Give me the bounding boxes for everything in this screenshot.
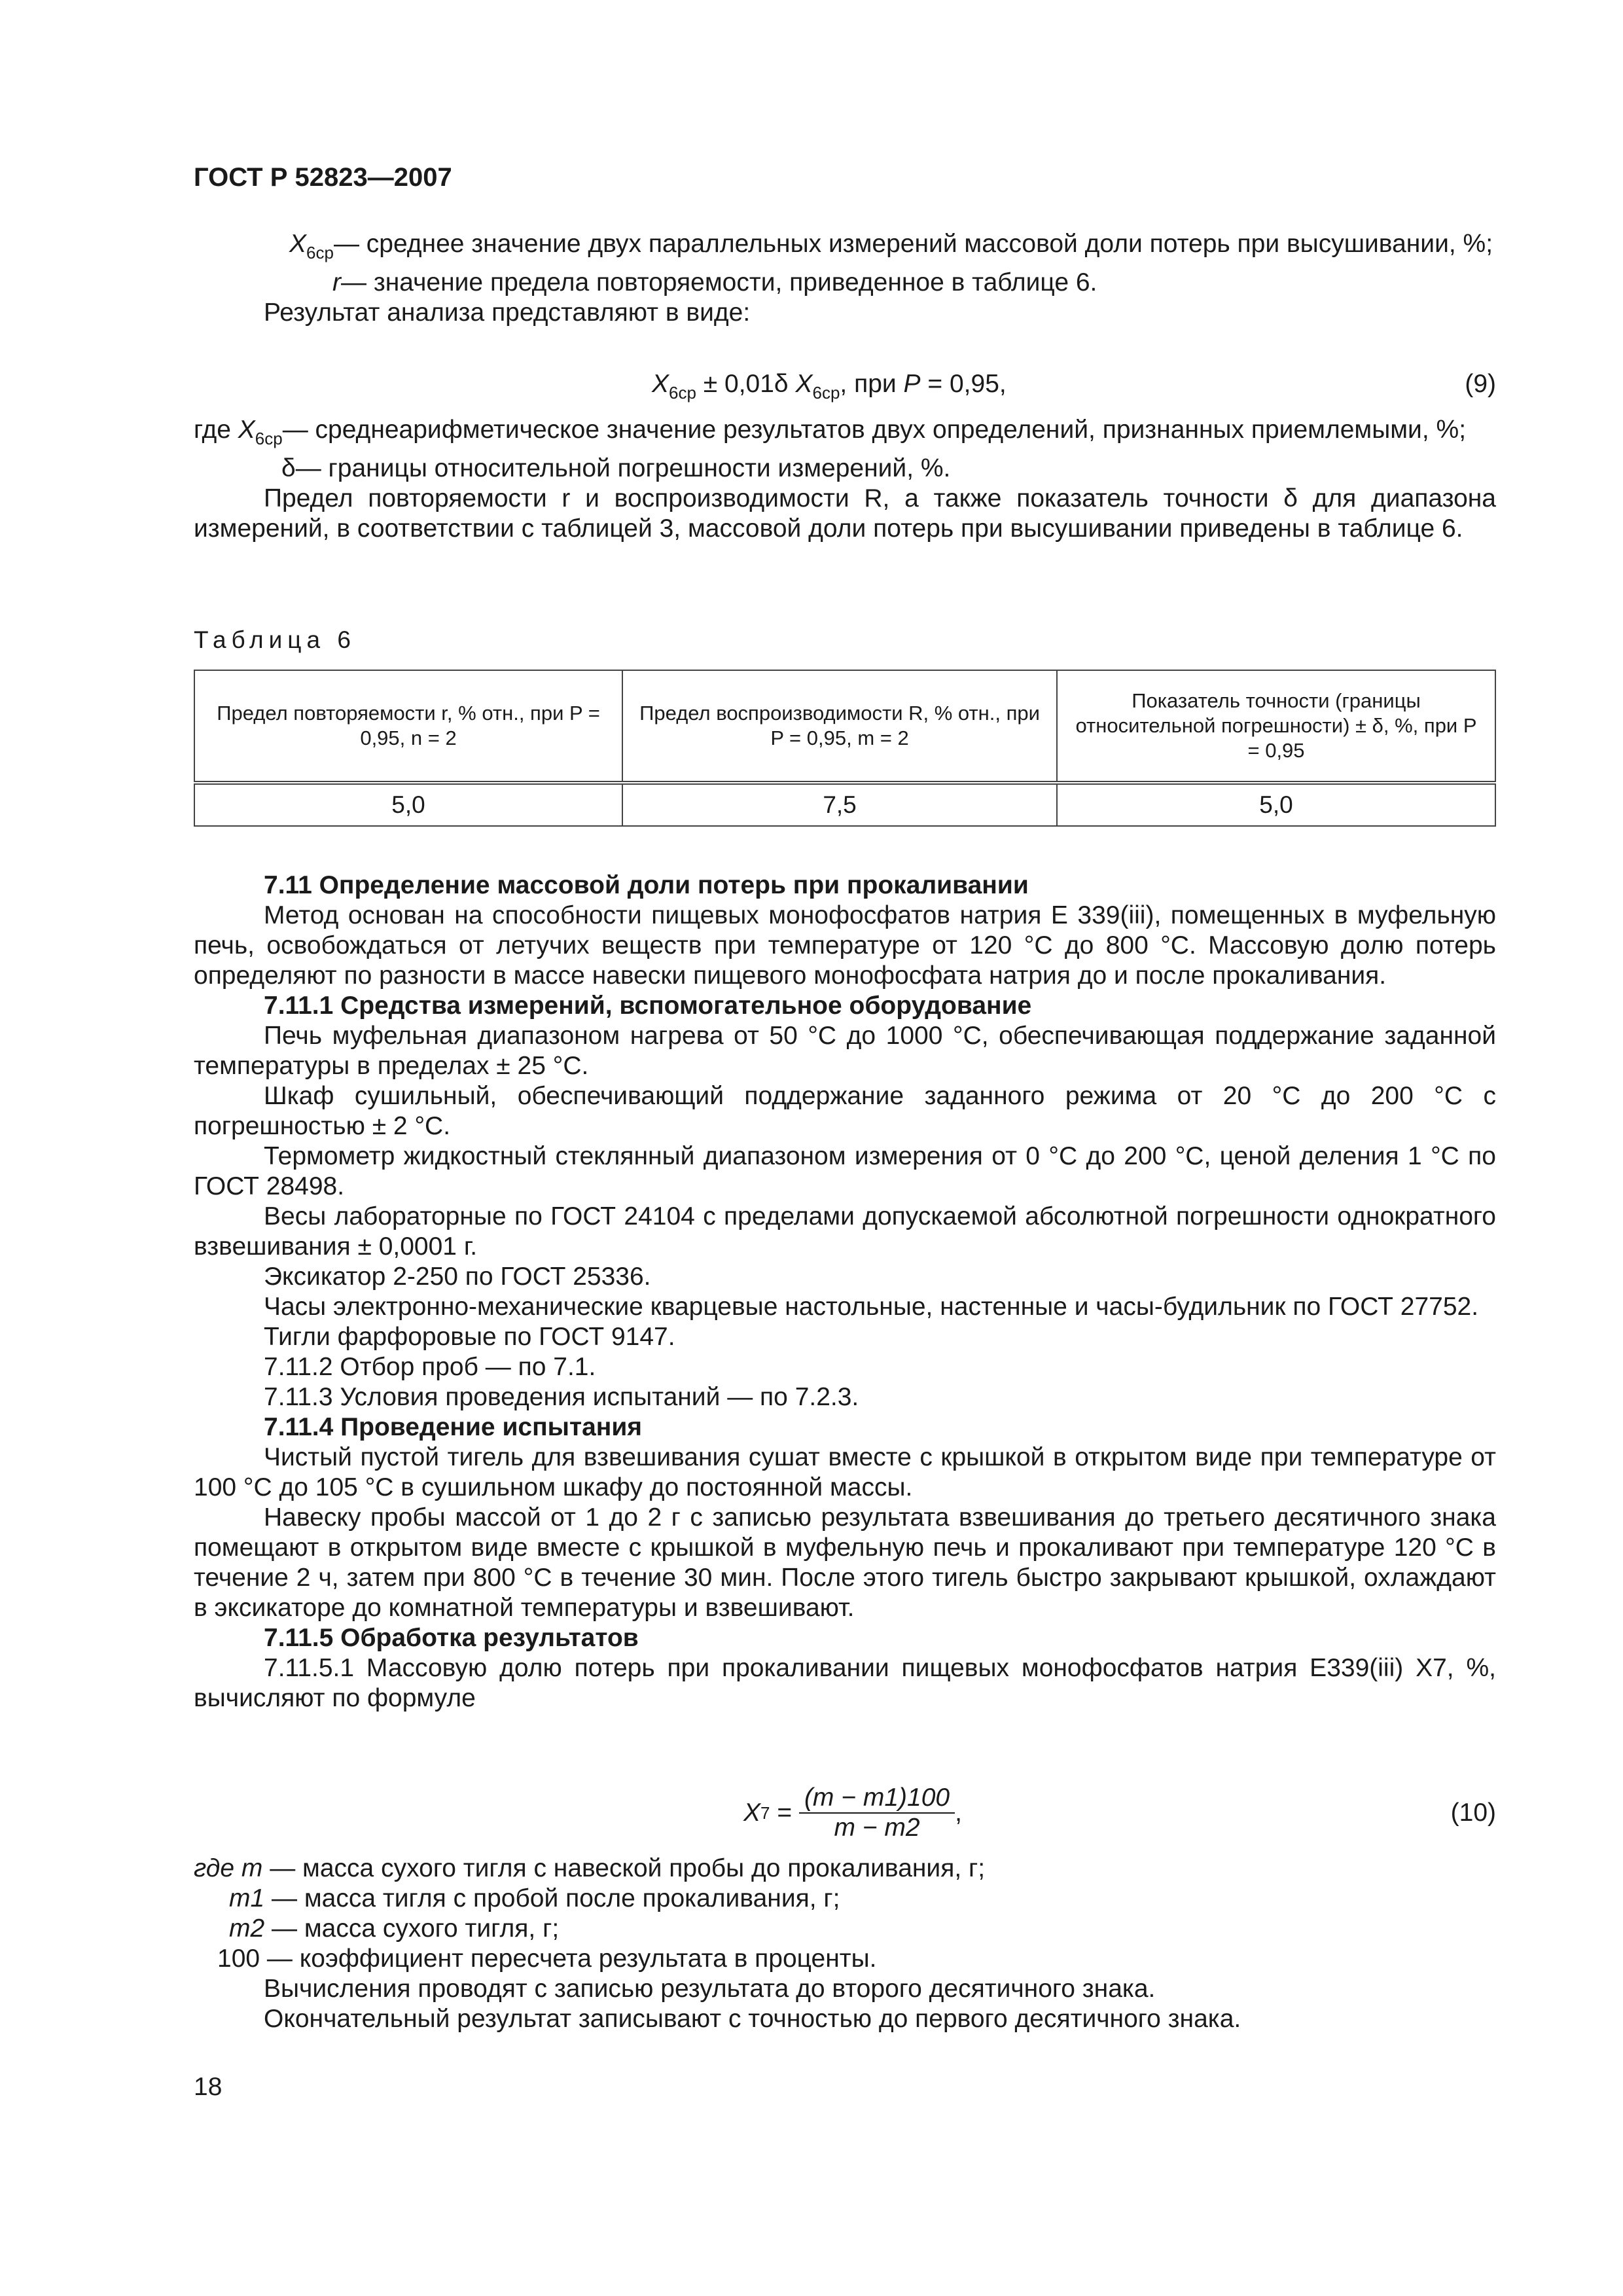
legend-text: — значение предела повторяемости, приведенное в таблице 6.: [341, 268, 1097, 296]
result-intro: Результат анализа представляют в виде:: [264, 298, 751, 327]
legend-symbol: $X_{6ср}$: [289, 230, 334, 262]
equation-10: [194, 1780, 1496, 1846]
section-7-11-5-title: 7.11.5 Обработка результатов: [264, 1624, 639, 1652]
section-7-11-title: 7.11 Определение массовой доли потерь при прокаливании: [264, 871, 1029, 899]
equation-9-body: $X_{6ср} \pm 0,01\delta$ $X_{6ср}$, при P = 0,95,: [652, 370, 1007, 403]
equipment-item: Термометр жидкостный стеклянный диапазоном измерения от 0 °С до 200 °С, ценой деления 1 °С по ГОСТ 28498.: [194, 1142, 1496, 1200]
table-cell: 5,0: [194, 783, 622, 826]
table-header-cell: Предел воспроизводимости R, % отн., при P = 0,95, m = 2: [622, 670, 1057, 783]
document-page: [194, 0, 1496, 2101]
equation-10-body: X 7 = $\frac{(m - m1)100}{m - m2}$ ,: [743, 1784, 962, 1842]
legend-block-3: [194, 1854, 1496, 2034]
equipment-item: Весы лабораторные по ГОСТ 24104 с пределами допускаемой абсолютной погрешности однократного взвешивания ± 0,0001 г.: [194, 1202, 1496, 1261]
table-header-row: [194, 670, 1495, 783]
equation-9: [194, 369, 1496, 408]
equipment-item: Эксикатор 2-250 по ГОСТ 25336.: [264, 1263, 651, 1291]
section-7-11-2: 7.11.2 Отбор проб — по 7.1.: [264, 1353, 596, 1381]
legend-symbol: где $X_{6ср}$: [194, 416, 283, 448]
table-row: [194, 783, 1495, 826]
legend-item: m1 — масса тигля с пробой после прокаливания, г;: [229, 1884, 840, 1912]
section-7-11-1-title: 7.11.1 Средства измерений, вспомогательное оборудование: [264, 992, 1032, 1020]
legend-item: [194, 229, 1496, 268]
section-7-11: [194, 870, 1496, 1713]
equipment-item: Часы электронно-механические кварцевые настольные, настенные и часы-будильник по ГОСТ 27752.: [264, 1293, 1479, 1321]
final-note-2: Окончательный результат записывают с точностью до первого десятичного знака.: [264, 2005, 1241, 2033]
legend-text: — среднеарифметическое значение результатов двух определений, признанных приемлемыми, %;: [282, 416, 1467, 444]
table-cell: 7,5: [622, 783, 1057, 826]
legend-symbol: δ: [281, 454, 296, 482]
section-7-11-3: 7.11.3 Условия проведения испытаний — по 7.2.3.: [264, 1383, 859, 1411]
table-header-cell: Предел повторяемости r, % отн., при P = 0,95, n = 2: [194, 670, 622, 783]
legend-text: — среднее значение двух параллельных измерений массовой доли потерь при высушивании, %;: [333, 230, 1493, 258]
legend-item: где m — масса сухого тигля с навеской пробы до прокаливания, г;: [194, 1854, 986, 1882]
table-6: [194, 670, 1496, 827]
equation-9-number: (9): [1465, 370, 1496, 398]
final-note-1: Вычисления проводят с записью результата до второго десятичного знака.: [264, 1975, 1156, 2003]
equation-10-number: (10): [1450, 1799, 1496, 1827]
legend-item: m2 — масса сухого тигля, г;: [229, 1914, 560, 1943]
section-7-11-4-title: 7.11.4 Проведение испытания: [264, 1413, 643, 1441]
table-caption: Таблица 6: [194, 626, 356, 653]
legend-item: [194, 454, 1496, 484]
legend-item: 100 — коэффициент пересчета результата в проценты.: [217, 1945, 877, 1973]
legend-item: [194, 415, 1496, 454]
legend-block-1: [194, 229, 1496, 328]
section-7-11-text: Метод основан на способности пищевых монофосфатов натрия Е 339(iii), помещенных в муфельную печь, освобождаться от летучих веществ при температуре от 120 °С до 800 °С. Массовую долю потерь определяют по разности в массе навески пищевого монофосфата натрия до и после прокаливания.: [194, 901, 1496, 990]
section-7-11-4-text-1: Чистый пустой тигель для взвешивания сушат вместе с крышкой в открытом виде при температуре от 100 °С до 105 °С в сушильном шкафу до постоянной массы.: [194, 1443, 1496, 1501]
legend-item: [194, 268, 1496, 298]
page-number: 18: [194, 2073, 223, 2101]
precision-paragraph: Предел повторяемости r и воспроизводимости R, а также показатель точности δ для диапазона измерений, в соответствии с таблицей 3, массовой доли потерь при высушивании приведены в таблице 6.: [194, 484, 1496, 543]
equipment-item: Шкаф сушильный, обеспечивающий поддержание заданного режима от 20 °С до 200 °С с погрешностью ± 2 °С.: [194, 1082, 1496, 1140]
document-header: ГОСТ Р 52823—2007: [194, 163, 452, 192]
table-header-cell: Показатель точности (границы относительной погрешности) ± δ, %, при P = 0,95: [1057, 670, 1495, 783]
legend-block-2: [194, 415, 1496, 544]
equation-10-fraction: $\frac{(m - m1)100}{m - m2}$: [799, 1784, 955, 1842]
legend-symbol: r: [332, 268, 341, 296]
legend-text: — границы относительной погрешности измерений, %.: [295, 454, 951, 482]
equipment-item: Тигли фарфоровые по ГОСТ 9147.: [264, 1323, 675, 1351]
equipment-item: Печь муфельная диапазоном нагрева от 50 °С до 1000 °С, обеспечивающая поддержание заданной температуры в пределах ± 25 °С.: [194, 1022, 1496, 1080]
table-cell: 5,0: [1057, 783, 1495, 826]
section-7-11-4-text-2: Навеску пробы массой от 1 до 2 г с записью результата взвешивания до третьего десятичного знака помещают в открытом виде вместе с крышкой в муфельную печь и прокаливают при температуре 120 °С в течение 2 ч, затем при 800 °С в течение 30 мин. После этого тигель быстро закрывают крышкой, охлаждают в эксикаторе до комнатной температуры и взвешивают.: [194, 1503, 1496, 1622]
section-7-11-5-1-text: 7.11.5.1 Массовую долю потерь при прокаливании пищевых монофосфатов натрия Е339(iii) X7, %, вычисляют по формуле: [194, 1654, 1496, 1712]
